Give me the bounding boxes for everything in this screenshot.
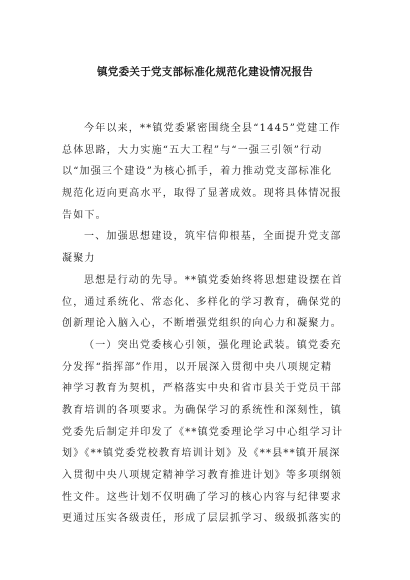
paragraph-subsection-1 [62,335,349,530]
document-title: 镇党委关于党支部标准化规范化建设情况报告 [97,66,313,78]
text-line: 教育培训的各项要求。为确保学习的系统性和深刻性，镇 [62,404,342,416]
text-line: 创新理论入脑入心，不断增强党组织的向心力和凝聚力。 [62,318,342,330]
paragraph-thought [62,270,349,335]
text-line: 今年以来，**镇党委紧密围绕全县“1445”党建工作 [84,123,341,134]
text-line: 一、加强思想建设，筑牢信仰根基，全面提升党支部 [84,231,342,243]
text-line: 位，通过系统化、常态化、多样化的学习教育，确保党的 [62,296,342,308]
text-line: 以“加强三个建设”为核心抓手，着力推动党支部标准化 [62,166,333,178]
text-line: 思想是行动的先导。**镇党委始终将思想建设摆在首 [84,274,343,286]
text-line: 入贯彻中央八项规定精神学习教育推进计划》等多项纲领 [62,470,342,481]
text-line: 党委先后制定并印发了《**镇党委理论学习中心组学习计 [62,426,344,438]
text-line: 更通过压实各级责任，形成了层层抓学习、级级抓落实的 [62,513,342,525]
text-line: 告如下。 [62,209,107,221]
paragraph-intro [62,118,349,226]
text-line: 分发挥“指挥部”作用，以开展深入贯彻中央八项规定精 [62,361,333,373]
text-line: 性文件。这些计划不仅明确了学习的核心内容与纪律要求 [62,491,342,503]
document-body [62,118,349,530]
text-line: 划》《**镇党委党校教育培训计划》及《**县**镇开展深 [62,448,341,460]
section-heading-1 [62,226,349,269]
text-line: 总体思路，大力实施“五大工程”与“一强三引领”行动 [62,144,323,156]
text-line: 规范化迈向更高水平，取得了显著成效。现将具体情况报 [62,188,342,200]
text-line: 凝聚力 [62,253,96,265]
text-line: （一）突出党委核心引领，强化理论武装。镇党委充 [84,339,342,351]
text-line: 神学习教育为契机，严格落实中央和省市县关于党员干部 [62,383,342,395]
